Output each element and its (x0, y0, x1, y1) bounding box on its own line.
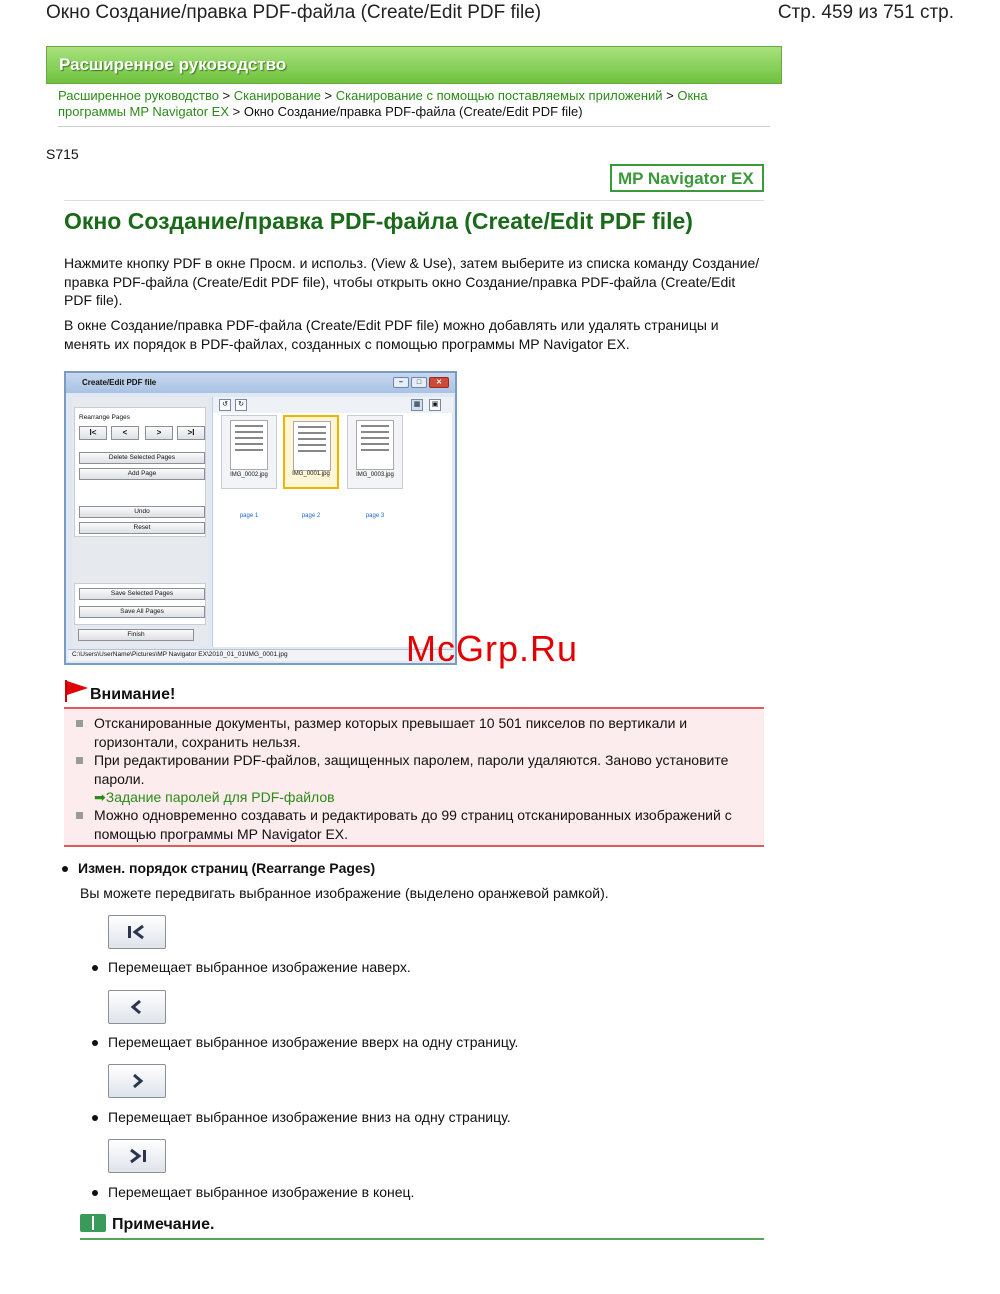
note-title: Примечание. (112, 1216, 215, 1233)
attention-text: Отсканированные документы, размер которых превышает 10 501 пикселов по вертикали и горизонтали, сохранить нельзя. (94, 715, 688, 750)
button-description (92, 1034, 518, 1050)
arrow-right-icon: ➡ (94, 789, 106, 805)
page-title: Окно Создание/правка PDF-файла (Create/Edit PDF file) (64, 208, 693, 234)
list-item (94, 751, 754, 807)
breadcrumb-link[interactable]: Окна программы MP Navigator EX (58, 88, 708, 119)
undo-button[interactable]: Undo (79, 506, 205, 518)
section-intro: Вы можете передвигать выбранное изображение (выделено оранжевой рамкой). (80, 885, 609, 901)
save-selected-button[interactable]: Save Selected Pages (79, 588, 205, 600)
save-all-button[interactable]: Save All Pages (79, 606, 205, 618)
attention-header (64, 678, 764, 708)
breadcrumb-link[interactable]: Расширенное руководство (58, 88, 219, 103)
first-icon (125, 924, 149, 940)
prev-button[interactable]: < (111, 426, 139, 440)
doc-code: S715 (46, 146, 79, 162)
note-header (80, 1212, 764, 1240)
rearrange-label: Rearrange Pages (79, 414, 130, 421)
thumbnail-view-icon[interactable]: ▦ (411, 399, 423, 411)
delete-pages-button[interactable]: Delete Selected Pages (79, 452, 205, 464)
move-down-button (108, 1064, 166, 1098)
thumbnail-panel (212, 397, 452, 647)
breadcrumb-link[interactable]: Сканирование с помощью поставляемых приложений (335, 88, 663, 103)
first-button[interactable]: I< (79, 426, 107, 440)
next-button[interactable]: > (145, 426, 173, 440)
save-box (74, 583, 206, 625)
close-icon[interactable]: ✕ (429, 377, 449, 388)
reset-button[interactable]: Reset (79, 522, 205, 534)
product-badge: MP Navigator EX (610, 164, 764, 192)
page-number: Стр. 459 из 751 стр. (777, 2, 954, 23)
last-icon (125, 1148, 149, 1164)
last-button[interactable]: >I (177, 426, 205, 440)
breadcrumb-link[interactable]: Сканирование (233, 88, 321, 103)
thumbnail-filename: IMG_0001.jpg (292, 471, 330, 477)
warning-flag-icon (64, 680, 88, 702)
minimize-icon[interactable]: – (393, 377, 409, 388)
bullet-icon (76, 720, 83, 727)
move-last-button (108, 1139, 166, 1173)
description-text: Перемещает выбранное изображение наверх. (108, 959, 411, 975)
section-banner: Расширенное руководство (46, 46, 782, 84)
page-header-title: Окно Создание/правка PDF-файла (Create/Edit PDF file) (46, 2, 542, 23)
watermark: McGrp.Ru (406, 628, 579, 669)
thumbnail-toolbar (213, 397, 453, 413)
rotate-right-icon[interactable]: ↻ (235, 399, 247, 411)
next-icon (125, 1073, 149, 1089)
bullet-icon (92, 1115, 98, 1121)
page-thumbnail-selected[interactable] (283, 415, 339, 489)
window-titlebar (66, 373, 455, 393)
window-screenshot (64, 371, 457, 665)
paragraph: Нажмите кнопку PDF в окне Просм. и использ. (View & Use), затем выберите из списка команду Создание/правка PDF-файла (Create/Edit PDF file), чтобы открыть окно Создание/правка PDF-файла (Create/Edit PDF file). (64, 255, 760, 308)
document-icon (230, 420, 268, 470)
zoom-view-icon[interactable]: ▣ (429, 399, 441, 411)
page-label: page 1 (239, 513, 259, 519)
list-item (94, 714, 754, 751)
attention-box (64, 707, 764, 847)
attention-text: При редактировании PDF-файлов, защищенных паролем, пароли удаляются. Заново установите пароли. (94, 752, 729, 787)
page-label: page 2 (301, 513, 321, 519)
prev-icon (125, 999, 149, 1015)
button-description (92, 1184, 414, 1200)
maximize-icon[interactable]: □ (411, 377, 427, 388)
thumbnail-filename: IMG_0003.jpg (356, 472, 394, 478)
attention-title: Внимание! (90, 686, 176, 703)
move-first-button (108, 915, 166, 949)
paragraph: В окне Создание/правка PDF-файла (Create/Edit PDF file) можно добавлять или удалять страницы и менять их порядок в PDF-файлах, созданных с помощью программы MP Navigator EX. (64, 317, 719, 352)
bullet-icon (62, 866, 68, 872)
document-icon (356, 420, 394, 470)
description-text: Перемещает выбранное изображение в конец. (108, 1184, 415, 1200)
page-thumbnail[interactable] (347, 415, 403, 489)
description-text: Перемещает выбранное изображение вниз на одну страницу. (108, 1109, 511, 1125)
move-up-button (108, 990, 166, 1024)
page-label: page 3 (365, 513, 385, 519)
rearrange-box (74, 407, 206, 537)
left-panel (72, 397, 208, 647)
password-link[interactable] (94, 789, 335, 805)
list-item (94, 806, 754, 843)
page-thumbnail[interactable] (221, 415, 277, 489)
book-icon (80, 1214, 106, 1232)
breadcrumb: Расширенное руководство > Сканирование > Сканирование с помощью поставляемых приложений > Окна программы MP Navigator EX > Окно Создание/правка PDF-файла (Create/Edit PDF file) (58, 88, 708, 119)
bullet-icon (76, 757, 83, 764)
button-description (92, 1109, 511, 1125)
link-text: Задание паролей для PDF-файлов (105, 789, 335, 805)
window-title: Create/Edit PDF file (82, 378, 157, 387)
section-heading (62, 860, 375, 876)
divider (64, 200, 764, 201)
divider (58, 126, 770, 127)
thumbnail-filename: IMG_0002.jpg (230, 472, 268, 478)
add-page-button[interactable]: Add Page (79, 468, 205, 480)
document-icon (293, 421, 331, 471)
bullet-icon (92, 1190, 98, 1196)
status-path: C:\Users\UserName\Pictures\MP Navigator EX\2010_01_01\IMG_0001.jpg (68, 649, 453, 661)
description-text: Перемещает выбранное изображение вверх на одну страницу. (108, 1034, 519, 1050)
bullet-icon (92, 965, 98, 971)
breadcrumb-current: Окно Создание/правка PDF-файла (Create/Edit PDF file) (243, 104, 583, 119)
bullet-icon (76, 812, 83, 819)
bullet-icon (92, 1040, 98, 1046)
button-description (92, 959, 411, 975)
attention-text: Можно одновременно создавать и редактировать до 99 страниц отсканированных изображений с помощью программы MP Navigator EX. (94, 807, 732, 842)
heading-text: Измен. порядок страниц (Rearrange Pages) (78, 860, 376, 876)
finish-button[interactable]: Finish (78, 629, 194, 641)
rotate-left-icon[interactable]: ↺ (219, 399, 231, 411)
